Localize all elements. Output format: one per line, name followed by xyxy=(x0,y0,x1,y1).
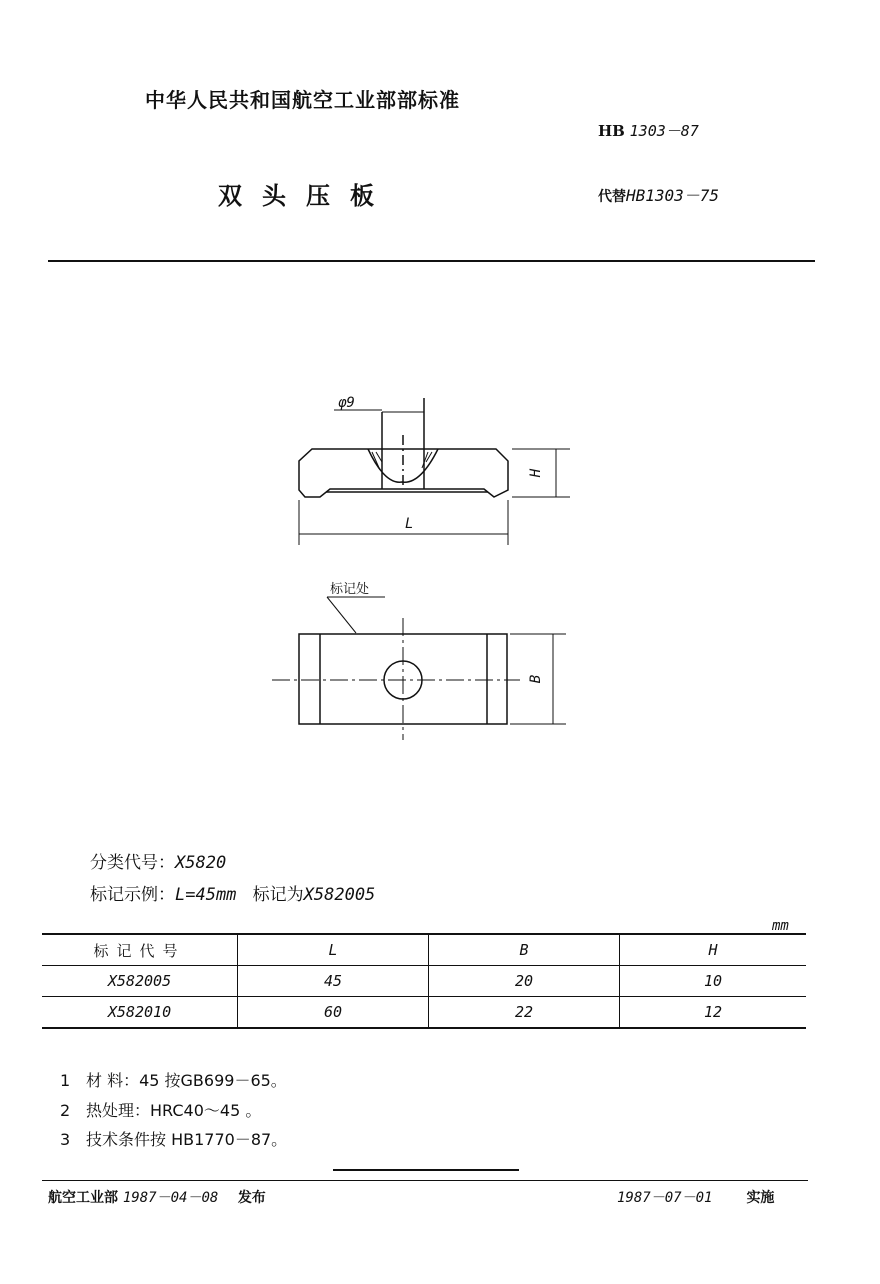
classification-line xyxy=(90,848,226,873)
note-item xyxy=(60,1127,287,1150)
marking-result-label: 标记为 xyxy=(252,885,304,905)
table-header-mark-code: 标记代号 xyxy=(42,934,238,966)
top-view xyxy=(272,597,566,740)
note-item xyxy=(60,1068,287,1091)
issue-label: 发布 xyxy=(237,1190,266,1206)
note-item xyxy=(60,1098,261,1121)
dimensions-table xyxy=(42,933,806,1029)
table-row xyxy=(42,966,806,997)
marking-result-value: X582005 xyxy=(303,885,376,905)
implementation-date: 1987－07－01 xyxy=(617,1190,713,1206)
organization-title: 中华人民共和国航空工业部部标准 xyxy=(145,88,460,112)
classification-value: X5820 xyxy=(175,853,227,873)
table-cell: X582005 xyxy=(42,966,238,997)
issue-info xyxy=(48,1187,266,1207)
table-unit: mm xyxy=(772,918,789,934)
table-cell: X582010 xyxy=(42,997,238,1029)
note-number: 2 xyxy=(60,1101,71,1120)
note-text: 技术条件按 HB1770－87。 xyxy=(86,1130,288,1149)
classification-label: 分类代号： xyxy=(90,853,175,873)
table-row xyxy=(42,997,806,1029)
replaces-label: 代替 xyxy=(598,189,626,205)
table-cell: 45 xyxy=(238,966,429,997)
implementation-label: 实施 xyxy=(746,1190,775,1206)
marking-example-line xyxy=(90,880,375,905)
document-title: 双头压板 xyxy=(218,182,394,210)
issue-date: 1987－04－08 xyxy=(122,1190,219,1206)
issuer: 航空工业部 xyxy=(48,1190,118,1206)
table-header-b: B xyxy=(429,934,620,966)
end-rule xyxy=(333,1169,519,1171)
table-cell: 10 xyxy=(620,966,807,997)
replaces-code: HB1303－75 xyxy=(626,186,720,205)
table-header-l: L xyxy=(238,934,429,966)
height-dimension-label: H xyxy=(528,468,544,478)
table-cell: 22 xyxy=(429,997,620,1029)
width-dimension-label: B xyxy=(528,674,544,684)
marking-example-label: 标记示例： xyxy=(90,885,175,905)
table-cell: 60 xyxy=(238,997,429,1029)
implementation-info xyxy=(617,1187,774,1207)
note-number: 1 xyxy=(60,1071,71,1090)
table-cell: 12 xyxy=(620,997,807,1029)
note-number: 3 xyxy=(60,1130,71,1149)
length-dimension-label: L xyxy=(405,516,414,532)
mark-location-label: 标记处 xyxy=(330,582,370,597)
standard-code-prefix: HB xyxy=(598,122,625,140)
table-cell: 20 xyxy=(429,966,620,997)
note-text: 材 料：45 按GB699－65。 xyxy=(86,1071,287,1090)
note-text: 热处理：HRC40～45 。 xyxy=(86,1101,262,1120)
footer-divider xyxy=(42,1180,808,1181)
marking-condition: L=45mm xyxy=(175,885,237,905)
table-header-row xyxy=(42,934,806,966)
hole-dimension-label: φ9 xyxy=(338,395,355,411)
standard-code-number: 1303－87 xyxy=(629,122,699,140)
table-header-h: H xyxy=(620,934,807,966)
